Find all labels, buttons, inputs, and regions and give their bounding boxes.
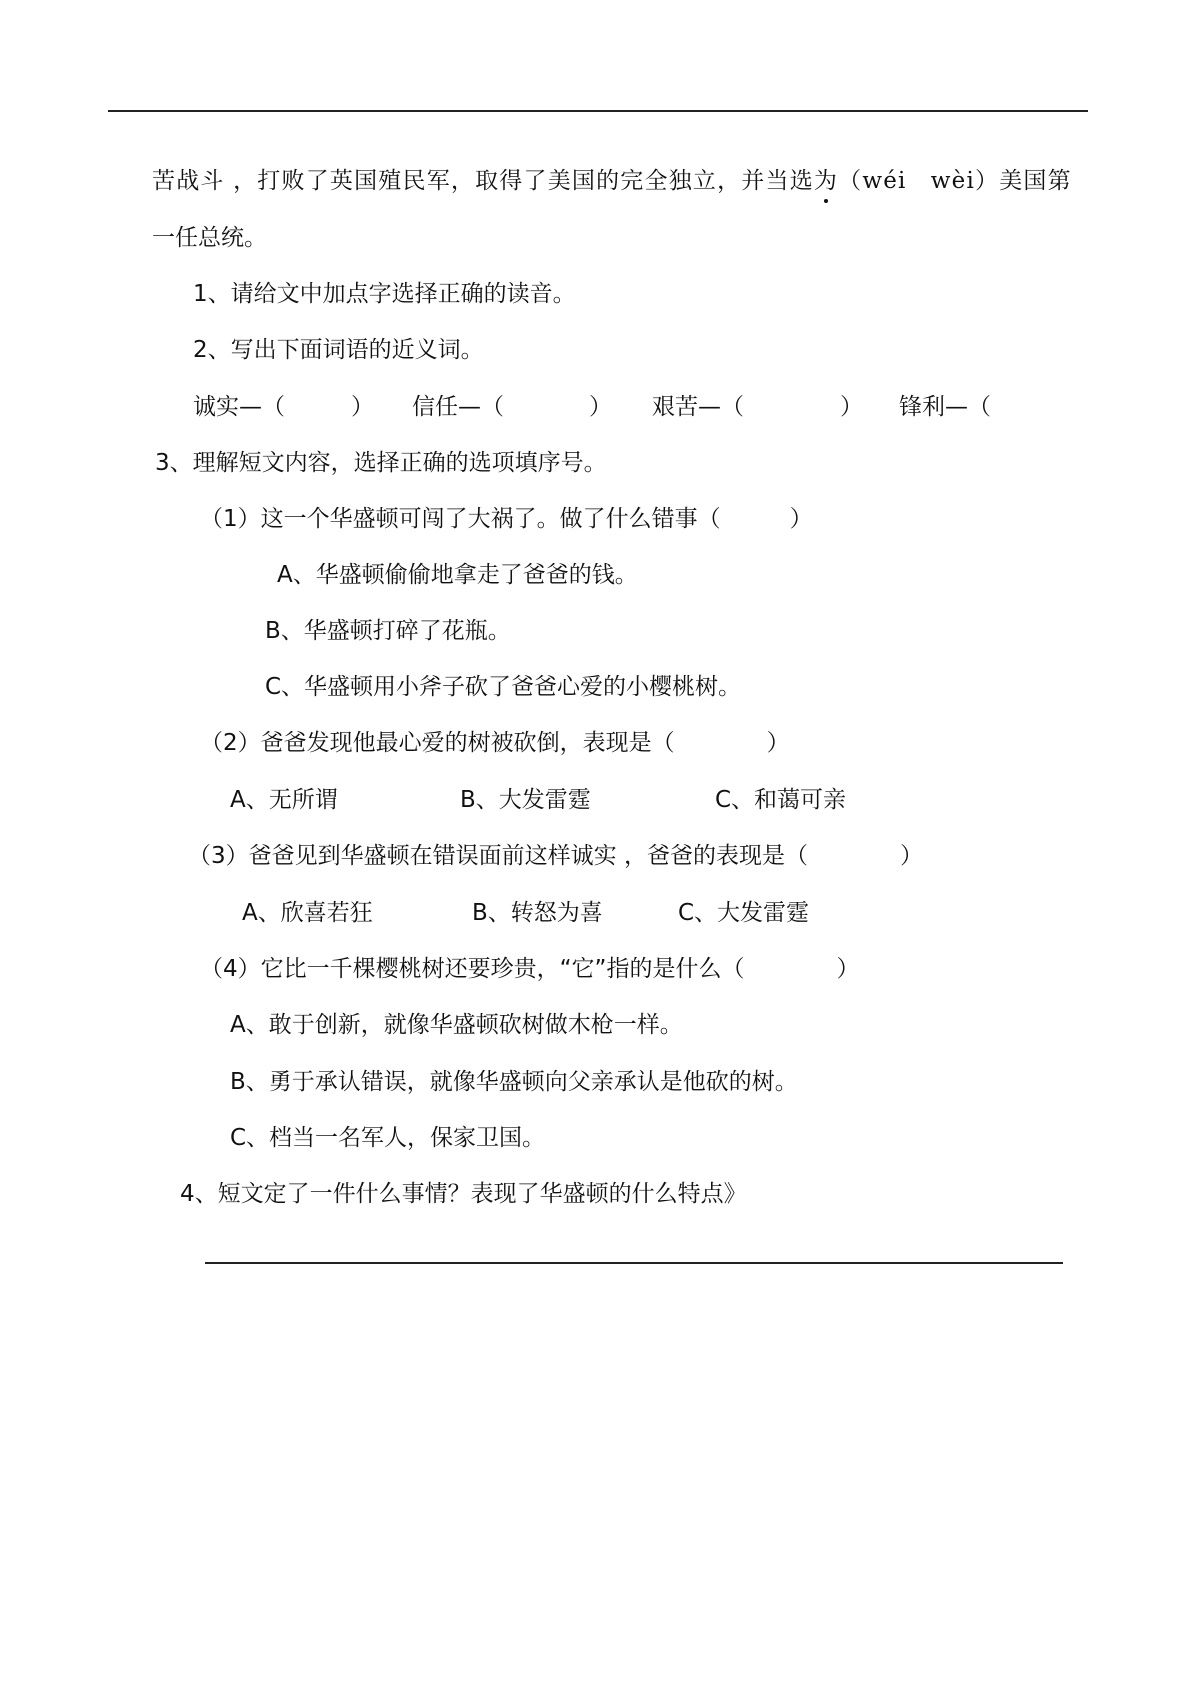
question-3-3: （3）爸爸见到华盛顿在错误面前这样诚实 ，爸爸的表现是（ ） bbox=[188, 843, 923, 869]
passage-line-1-start: 苦战斗 ，打败了英国殖民军，取得了美国的完全独立，并当选 bbox=[152, 168, 814, 194]
synonym-close-1: ） bbox=[351, 394, 374, 420]
q3-2-option-c: C、和蔼可亲 bbox=[715, 787, 847, 813]
question-2: 2、写出下面词语的近义词。 bbox=[193, 337, 484, 363]
q3-3-option-b: B、转怒为喜 bbox=[472, 900, 603, 926]
q3-3-option-c: C、大发雷霆 bbox=[678, 900, 810, 926]
header-rule bbox=[108, 110, 1088, 112]
question-1: 1、请给文中加点字选择正确的读音。 bbox=[193, 281, 576, 307]
q3-2-option-a: A、无所谓 bbox=[230, 787, 338, 813]
synonym-word-3: 艰苦—（ bbox=[652, 394, 744, 420]
question-3: 3、理解短文内容，选择正确的选项填序号。 bbox=[155, 450, 607, 476]
q3-3-option-a: A、欣喜若狂 bbox=[242, 900, 373, 926]
q3-4-option-a: A、敢于创新，就像华盛顿砍树做木枪一样。 bbox=[230, 1012, 683, 1038]
answer-line bbox=[205, 1262, 1063, 1264]
q3-4-option-b: B、勇于承认错误，就像华盛顿向父亲承认是他砍的树。 bbox=[230, 1069, 798, 1095]
question-3-2: （2）爸爸发现他最心爱的树被砍倒，表现是（ ） bbox=[200, 730, 790, 756]
synonym-word-2: 信任—（ bbox=[412, 394, 504, 420]
question-4: 4、短文定了一件什么事情？表现了华盛顿的什么特点》 bbox=[180, 1181, 747, 1207]
dotted-character: 为 bbox=[813, 168, 839, 194]
passage-line-1 bbox=[152, 167, 1072, 195]
synonym-word-4: 锋利—（ bbox=[899, 394, 991, 420]
synonym-word-1: 诚实—（ bbox=[193, 394, 285, 420]
synonym-close-2: ） bbox=[589, 394, 612, 420]
question-3-1: （1）这一个华盛顿可闯了大祸了。做了什么错事（ ） bbox=[200, 506, 813, 532]
synonym-close-3: ） bbox=[840, 394, 863, 420]
q3-2-option-b: B、大发雷霆 bbox=[460, 787, 591, 813]
q3-1-option-b: B、华盛顿打碎了花瓶。 bbox=[265, 618, 511, 644]
passage-line-1-end: （wéi wèi）美国第 bbox=[838, 168, 1072, 194]
passage-line-2: 一任总统。 bbox=[152, 225, 267, 251]
q3-1-option-c: C、华盛顿用小斧子砍了爸爸心爱的小樱桃树。 bbox=[265, 674, 742, 700]
question-3-4: （4）它比一千棵樱桃树还要珍贵，“它”指的是什么（ ） bbox=[200, 956, 860, 982]
q3-1-option-a: A、华盛顿偷偷地拿走了爸爸的钱。 bbox=[277, 562, 638, 588]
q3-4-option-c: C、档当一名军人，保家卫国。 bbox=[230, 1125, 546, 1151]
synonym-row bbox=[193, 393, 991, 421]
